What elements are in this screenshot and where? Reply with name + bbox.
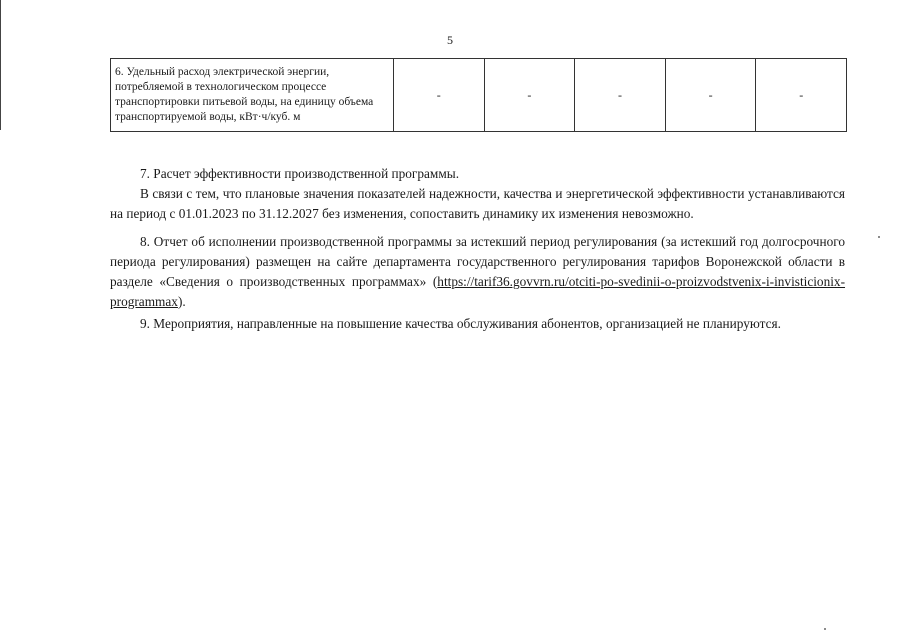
value-cell: - bbox=[756, 59, 847, 132]
scan-speck bbox=[824, 628, 826, 630]
section-8-link-close: ). bbox=[177, 294, 186, 309]
scan-speck bbox=[878, 236, 880, 238]
section-7-heading: 7. Расчет эффективности производственной программы. bbox=[140, 166, 460, 181]
report-link[interactable]: https://tarif36.govvrn.ru/otciti-po-svedinii-o-proizvodstvenix-i-invisticionix-programmax bbox=[110, 274, 846, 309]
section-8 bbox=[110, 232, 845, 312]
value-cell: - bbox=[394, 59, 485, 132]
value-cell: - bbox=[484, 59, 575, 132]
indicators-table bbox=[110, 58, 847, 132]
page-number: 5 bbox=[447, 33, 453, 47]
section-8-text: 8. Отчет об исполнении производственной программы за истекший период регулирования (за истекший год долгосрочного периода регулирования) размещен на сайте департамента государственного регулирования тарифов Воронежской области в разделе «Сведения о производственных программах» bbox=[110, 234, 845, 289]
page-edge-line bbox=[0, 0, 1, 130]
section-9 bbox=[110, 314, 845, 334]
section-8-link-open: ( bbox=[432, 274, 438, 289]
table-row bbox=[111, 59, 847, 132]
section-7-text: В связи с тем, что плановые значения показателей надежности, качества и энергетической эффективности устанавливаются на период с 01.01.2023 по 31.12.2027 без изменения, сопоставить динамику их изменения невозможно. bbox=[110, 186, 845, 221]
value-cell: - bbox=[575, 59, 666, 132]
value-cell: - bbox=[665, 59, 756, 132]
section-7 bbox=[110, 164, 845, 224]
section-9-text: 9. Мероприятия, направленные на повышение качества обслуживания абонентов, организацией не планируются. bbox=[140, 316, 781, 331]
row-label-cell: 6. Удельный расход электрической энергии, потребляемой в технологическом процессе транспортировки питьевой воды, на единицу объема транспортируемой воды, кВт·ч/куб. м bbox=[111, 59, 394, 132]
